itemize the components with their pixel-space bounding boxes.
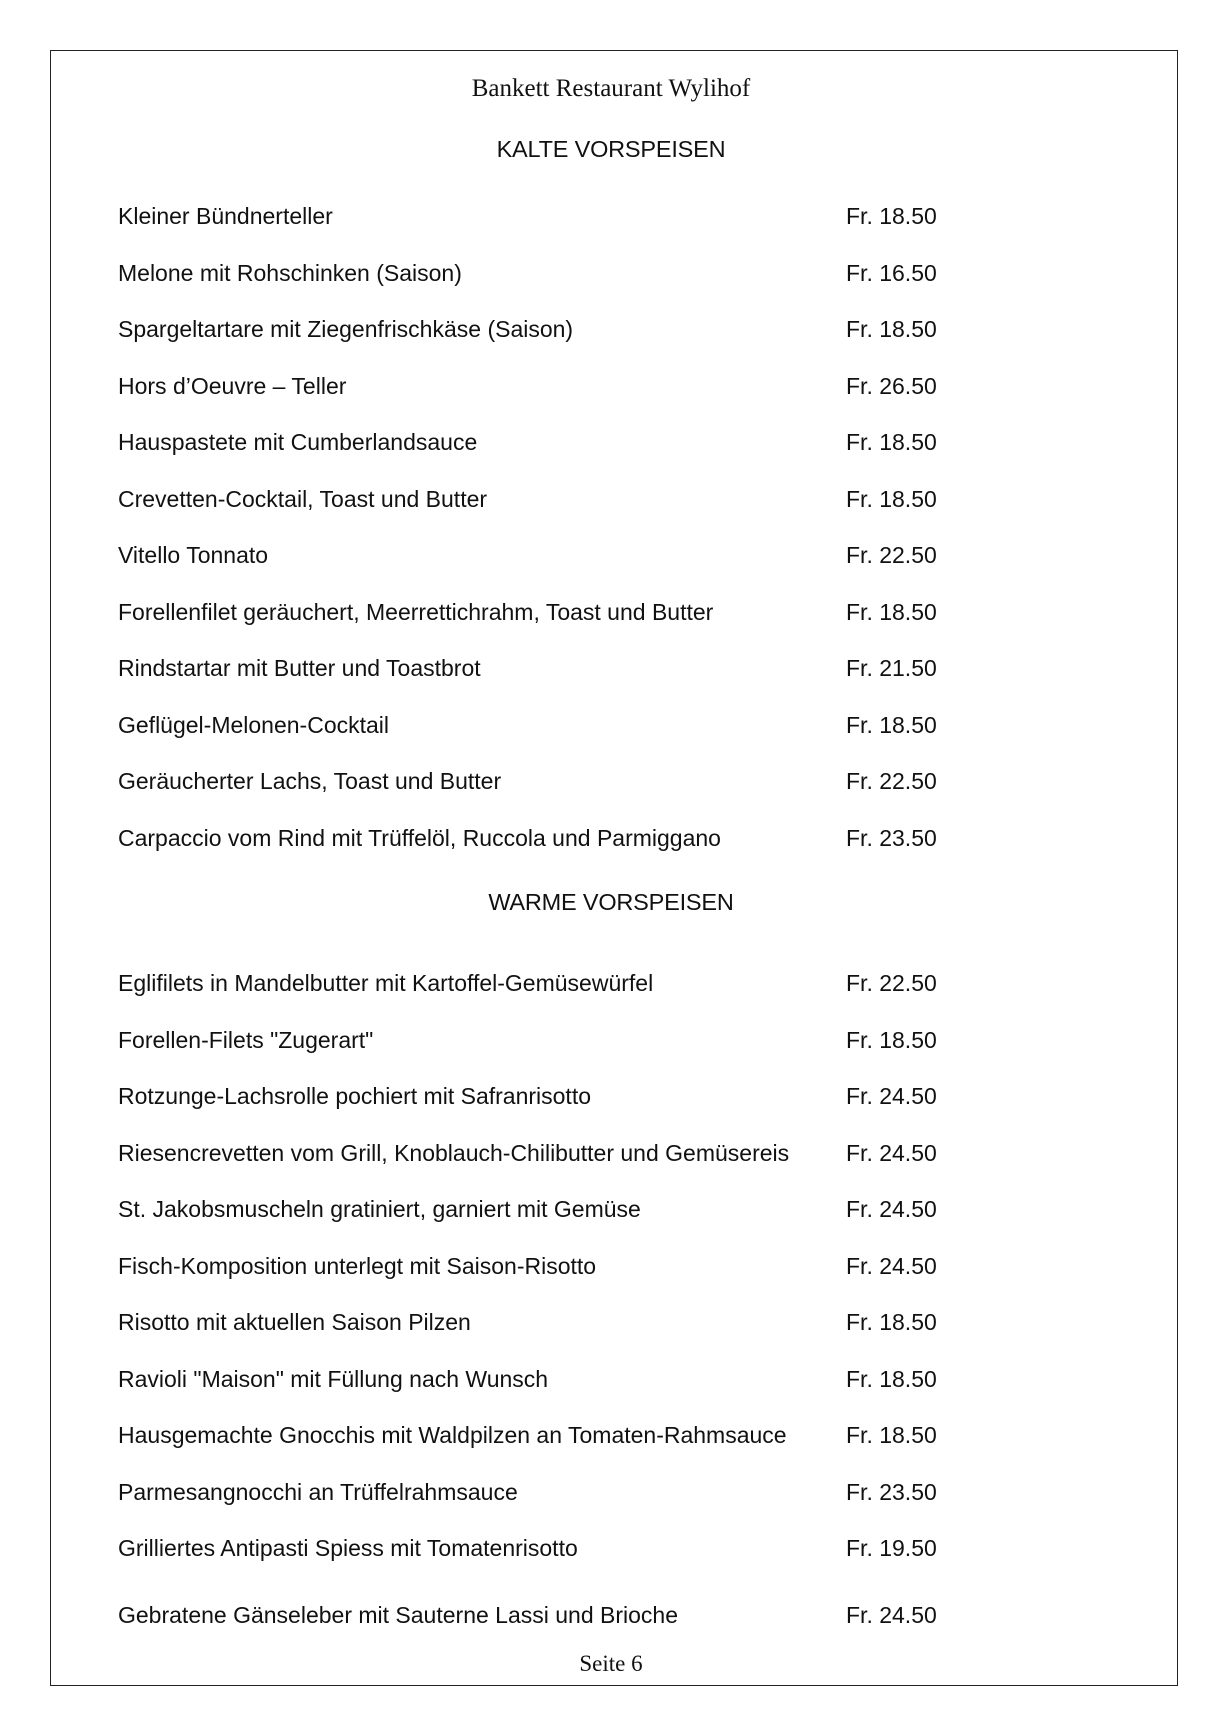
menu-item-price: Fr. 18.50 (846, 485, 937, 512)
menu-item-price: Fr. 18.50 (846, 203, 937, 229)
menu-item-price: Fr. 18.50 (846, 316, 937, 342)
menu-item-name: Forellen-Filets "Zugerart" (118, 1026, 374, 1053)
menu-item-price: Fr. 23.50 (846, 1478, 937, 1505)
menu-item-price: Fr. 18.50 (846, 1365, 937, 1392)
menu-item-price: Fr. 18.50 (846, 598, 937, 625)
menu-item (118, 1420, 948, 1450)
menu-item (118, 201, 948, 231)
menu-item-price: Fr. 22.50 (846, 768, 937, 794)
menu-item-name: Hauspastete mit Cumberlandsauce (118, 429, 478, 455)
menu-item (118, 597, 948, 627)
restaurant-title: Bankett Restaurant Wylihof (471, 75, 751, 102)
menu-item (118, 371, 948, 401)
menu-item-name: Forellenfilet geräuchert, Meerrettichrahm, Toast und Butter (118, 598, 714, 625)
menu-item-name: Crevetten-Cocktail, Toast und Butter (118, 485, 488, 512)
menu-item (118, 1600, 948, 1630)
menu-item-name: Hors d’Oeuvre – Teller (118, 372, 347, 399)
menu-item-name: Carpaccio vom Rind mit Trüffelöl, Ruccola und Parmiggano (118, 824, 721, 851)
menu-item (118, 1138, 948, 1168)
menu-item-name: Spargeltartare mit Ziegenfrischkäse (Saison) (118, 316, 574, 342)
menu-item-price: Fr. 22.50 (846, 970, 937, 996)
menu-item-name: Rotzunge-Lachsrolle pochiert mit Safranrisotto (118, 1083, 592, 1109)
page-number: Seite 6 (579, 1651, 643, 1676)
menu-item (118, 484, 948, 514)
menu-item-price: Fr. 18.50 (846, 1026, 937, 1053)
menu-item-price: Fr. 24.50 (846, 1602, 937, 1628)
menu-item (118, 314, 948, 344)
menu-item-price: Fr. 19.50 (846, 1535, 937, 1561)
menu-item-price: Fr. 24.50 (846, 1083, 937, 1109)
menu-item-name: Kleiner Bündnerteller (118, 203, 333, 229)
menu-item (118, 1533, 948, 1563)
menu-item-name: Rindstartar mit Butter und Toastbrot (118, 655, 481, 681)
menu-item (118, 1307, 948, 1337)
menu-item-name: Geräucherter Lachs, Toast und Butter (118, 768, 502, 794)
menu-item-name: Riesencrevetten vom Grill, Knoblauch-Chilibutter und Gemüsereis (118, 1139, 790, 1166)
menu-item (118, 968, 948, 998)
menu-item (118, 1081, 948, 1111)
menu-item-name: Melone mit Rohschinken (Saison) (118, 259, 462, 286)
menu-item-name: Gebratene Gänseleber mit Sauterne Lassi und Brioche (118, 1602, 678, 1628)
menu-item-name: St. Jakobsmuscheln gratiniert, garniert mit Gemüse (118, 1196, 641, 1222)
menu-item-name: Hausgemachte Gnocchis mit Waldpilzen an Tomaten-Rahmsauce (118, 1422, 787, 1448)
menu-item-price: Fr. 18.50 (846, 1309, 937, 1335)
menu-item (118, 823, 948, 853)
menu-item-price: Fr. 18.50 (846, 711, 937, 738)
section-heading-warme-vorspeisen: WARME VORSPEISEN (488, 889, 734, 915)
menu-item-name: Grilliertes Antipasti Spiess mit Tomatenrisotto (118, 1535, 578, 1561)
menu-item-name: Vitello Tonnato (118, 542, 269, 568)
menu-item (118, 710, 948, 740)
menu-item (118, 653, 948, 683)
menu-item (118, 1364, 948, 1394)
menu-item-name: Risotto mit aktuellen Saison Pilzen (118, 1309, 471, 1335)
menu-item-price: Fr. 24.50 (846, 1196, 937, 1222)
menu-item-price: Fr. 24.50 (846, 1252, 937, 1279)
menu-item-name: Fisch-Komposition unterlegt mit Saison-Risotto (118, 1252, 597, 1279)
menu-item-price: Fr. 18.50 (846, 429, 937, 455)
menu-item-price: Fr. 26.50 (846, 372, 937, 399)
menu-item-price: Fr. 18.50 (846, 1422, 937, 1448)
menu-item-name: Ravioli "Maison" mit Füllung nach Wunsch (118, 1365, 549, 1392)
menu-item (118, 766, 948, 796)
menu-item (118, 1251, 948, 1281)
menu-item-name: Parmesangnocchi an Trüffelrahmsauce (118, 1478, 518, 1505)
menu-item (118, 258, 948, 288)
section-heading-kalte-vorspeisen: KALTE VORSPEISEN (496, 136, 726, 162)
menu-item-price: Fr. 21.50 (846, 655, 937, 681)
menu-item-price: Fr. 16.50 (846, 259, 937, 286)
menu-item-name: Eglifilets in Mandelbutter mit Kartoffel-Gemüsewürfel (118, 970, 654, 996)
menu-item-price: Fr. 23.50 (846, 824, 937, 851)
menu-item (118, 1025, 948, 1055)
menu-item-price: Fr. 22.50 (846, 542, 937, 568)
menu-item (118, 427, 948, 457)
menu-item-name: Geflügel-Melonen-Cocktail (118, 711, 390, 738)
menu-item (118, 1477, 948, 1507)
menu-item-price: Fr. 24.50 (846, 1139, 937, 1166)
menu-item (118, 540, 948, 570)
menu-item (118, 1194, 948, 1224)
